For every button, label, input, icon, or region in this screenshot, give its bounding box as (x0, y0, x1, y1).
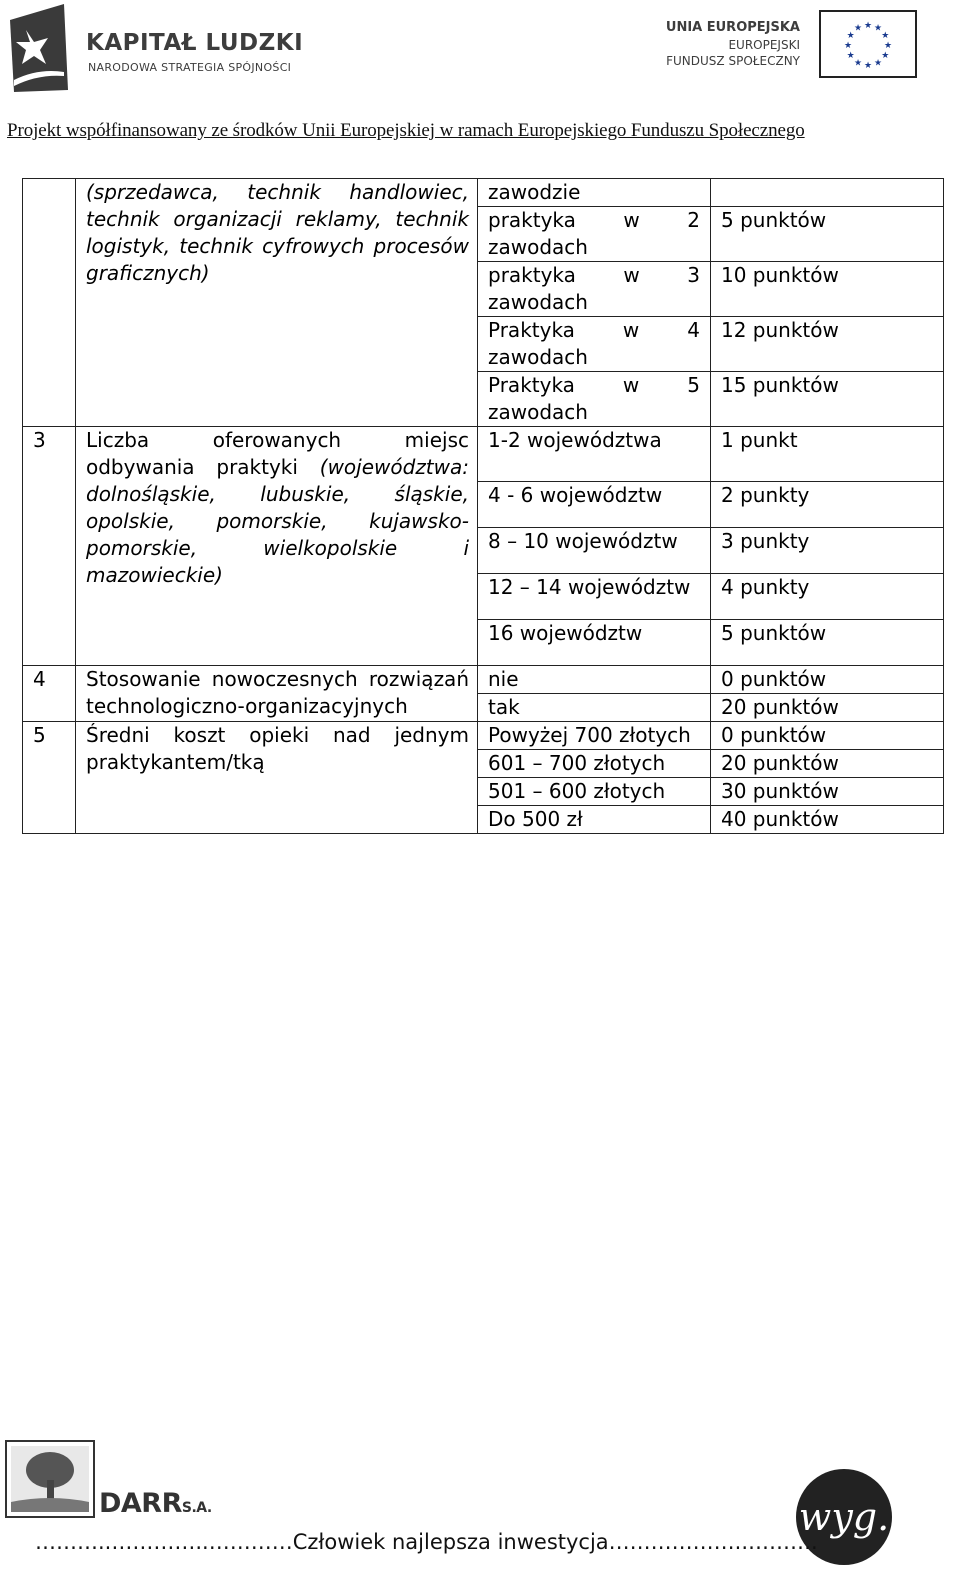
criterion-cell: Średni koszt opieki nad jednym praktykantem/tką (76, 722, 478, 834)
kapital-ludzki-logo-icon (4, 2, 72, 94)
eu-star-icon: ★ (881, 31, 890, 41)
option-cell: Powyżej 700 złotych (478, 722, 711, 750)
table-row (23, 666, 944, 694)
row-number-cell: 4 (23, 666, 76, 722)
row-number-cell: 3 (23, 427, 76, 666)
option-cell: zawodzie (478, 179, 711, 207)
criterion-cell: Liczba oferowanych miejsc odbywania praktyki (województwa: dolnośląskie, lubuskie, śląskie, opolskie, pomorskie, kujawsko-pomorskie, wielkopolskie i mazowieckie) (76, 427, 478, 666)
option-cell: praktyka w 2 zawodach (478, 207, 711, 262)
option-cell: tak (478, 694, 711, 722)
option-cell: praktyka w 3 zawodach (478, 262, 711, 317)
points-cell: 1 punkt (711, 427, 944, 482)
points-cell: 40 punktów (711, 806, 944, 834)
eu-star-icon: ★ (873, 23, 883, 34)
points-cell: 0 punktów (711, 666, 944, 694)
table-row (23, 722, 944, 750)
eu-star-icon: ★ (863, 61, 873, 71)
points-cell: 5 punktów (711, 207, 944, 262)
points-cell: 30 punktów (711, 778, 944, 806)
points-cell: 20 punktów (711, 750, 944, 778)
points-cell: 2 punkty (711, 482, 944, 528)
points-cell: 12 punktów (711, 317, 944, 372)
eu-star-icon: ★ (883, 41, 893, 51)
kapital-ludzki-title: KAPITAŁ LUDZKI (86, 30, 304, 56)
option-cell: 1-2 województwa (478, 427, 711, 482)
eu-star-icon: ★ (853, 23, 863, 34)
eu-label-line1: UNIA EUROPEJSKA (665, 20, 800, 35)
wyg-logo-text: wyg. (798, 1495, 890, 1539)
kapital-ludzki-subtitle: NARODOWA STRATEGIA SPÓJNOŚCI (88, 61, 292, 74)
eu-star-icon: ★ (853, 58, 863, 69)
option-cell: 501 – 600 złotych (478, 778, 711, 806)
eu-star-icon: ★ (843, 41, 853, 51)
row-number-cell (23, 179, 76, 427)
points-cell: 0 punktów (711, 722, 944, 750)
eu-star-icon: ★ (881, 51, 890, 61)
points-cell (711, 179, 944, 207)
option-cell: 4 - 6 województw (478, 482, 711, 528)
eu-star-icon: ★ (863, 21, 873, 31)
points-cell: 15 punktów (711, 372, 944, 427)
option-cell: 8 – 10 województw (478, 528, 711, 574)
option-cell: nie (478, 666, 711, 694)
criterion-cell: (sprzedawca, technik handlowiec, technik organizacji reklamy, technik logistyk, technik cyfrowych procesów graficznych) (76, 179, 478, 427)
points-cell: 20 punktów (711, 694, 944, 722)
darr-tree-logo-icon (5, 1440, 95, 1518)
eu-flag-icon (819, 10, 917, 78)
points-cell: 10 punktów (711, 262, 944, 317)
criteria-table (22, 178, 944, 834)
row-number-cell: 5 (23, 722, 76, 834)
points-cell: 3 punkty (711, 528, 944, 574)
points-cell: 4 punkty (711, 574, 944, 620)
eu-star-icon: ★ (846, 31, 855, 41)
option-cell: 12 – 14 województw (478, 574, 711, 620)
eu-star-icon: ★ (846, 51, 855, 61)
project-cofinancing-line: Projekt współfinansowany ze środków Unii Europejskiej w ramach Europejskiego Funduszu Społecznego (7, 120, 805, 141)
option-cell: 16 województw (478, 620, 711, 666)
eu-label-line2: EUROPEJSKI (728, 38, 800, 52)
points-cell: 5 punktów (711, 620, 944, 666)
eu-label-line3: FUNDUSZ SPOŁECZNY (666, 54, 800, 68)
criterion-cell: Stosowanie nowoczesnych rozwiązań technologiczno-organizacyjnych (76, 666, 478, 722)
option-cell: Praktyka w 5 zawodach (478, 372, 711, 427)
footer-tagline: ………..…………..…………Człowiek najlepsza inwestycja………………..………. (35, 1530, 818, 1554)
option-cell: Do 500 zł (478, 806, 711, 834)
option-cell: 601 – 700 złotych (478, 750, 711, 778)
table-row (23, 179, 944, 207)
table-row (23, 427, 944, 482)
darr-logo-text: DARRS.A. (99, 1488, 212, 1519)
eu-star-icon: ★ (873, 58, 883, 69)
option-cell: Praktyka w 4 zawodach (478, 317, 711, 372)
